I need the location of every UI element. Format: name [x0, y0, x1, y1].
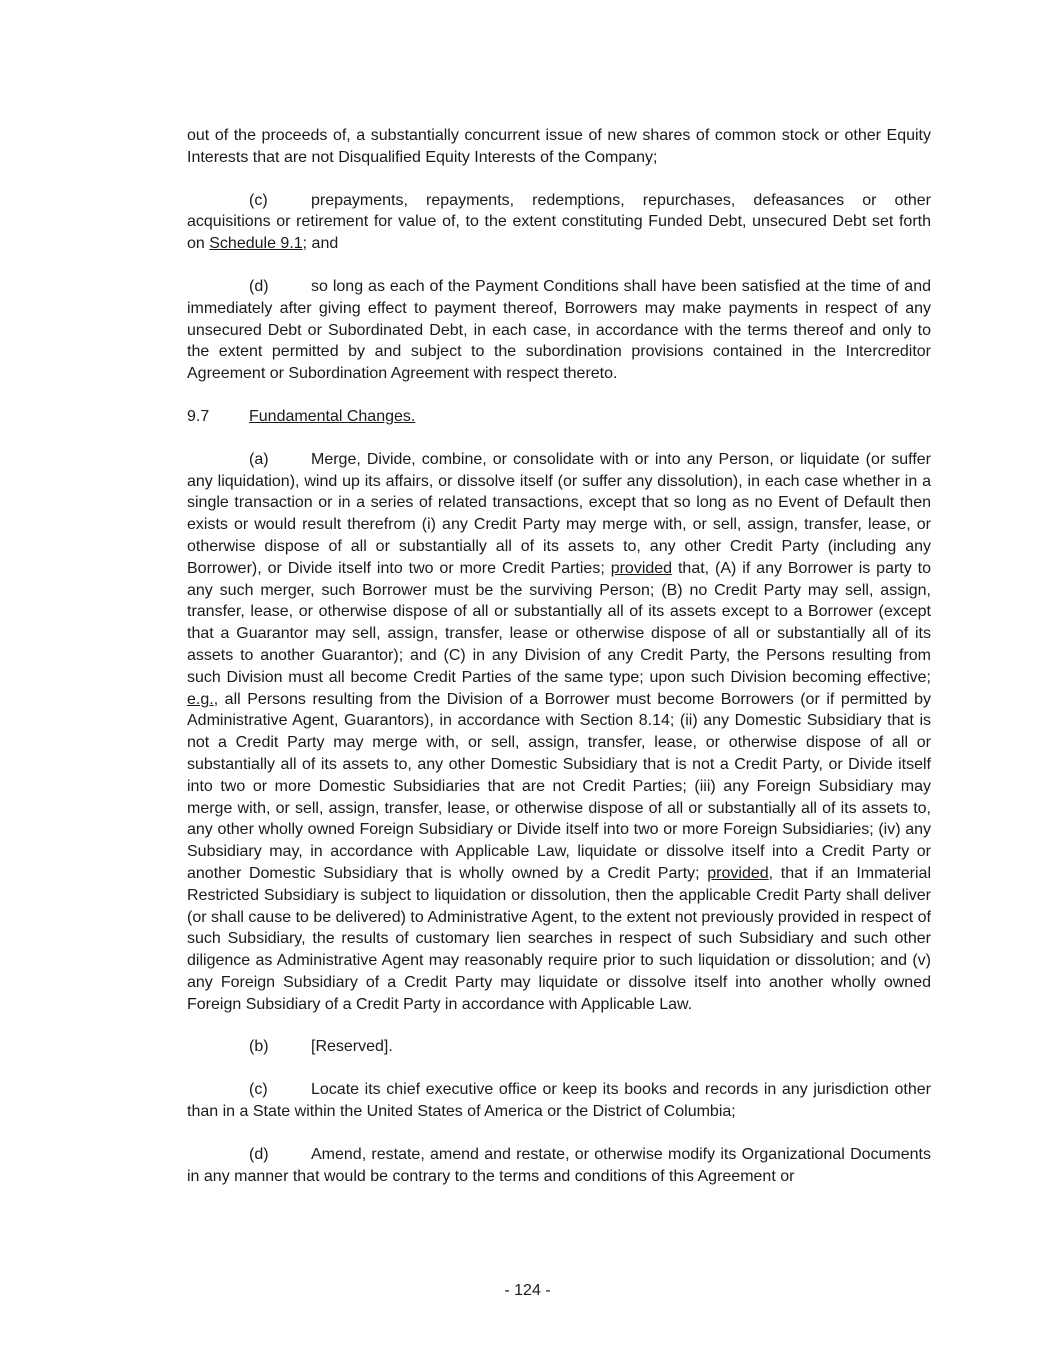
section-heading — [187, 406, 931, 428]
clause-d-amend — [187, 1144, 931, 1188]
clause-text: so long as each of the Payment Conditions shall have been satisfied at the time of and immediately after giving effect to payment thereof, Borrowers may make payments in respect of any unsecured Debt or Subordinated Debt, in each case, in accordance with the terms thereof and only to the extent permitted by and subject to the subordination provisions contained in the Intercreditor Agreement or Subordination Agreement with respect thereto. — [187, 277, 931, 383]
paragraph-continuation: out of the proceeds of, a substantially concurrent issue of new shares of common stock or other Equity Interests that are not Disqualified Equity Interests of the Company; — [187, 127, 931, 166]
clause-a-merge — [187, 449, 931, 1016]
clause-c-location — [187, 1079, 931, 1123]
section-title: Fundamental Changes. — [249, 407, 416, 425]
provided-term: provided — [610, 559, 673, 577]
clause-label: (d) — [249, 277, 269, 295]
clause-label: (c) — [249, 1081, 268, 1099]
clause-text-2: that, (A) if any Borrower is party to any such merger, such Borrower must be the surviving Person; (B) no Credit Party may sell, assign, transfer, lease, or otherwise dispose of all or substantially all of its assets except to a Borrower (except that a Guarantor may sell, assign, transfer, lease or otherwise dispose of all or substantially all of its assets to another Guarantor); and (C) in any Division of any Credit Party, the Persons resulting from such Division must all become Credit Parties of the same type; upon such Division becoming effective; — [187, 559, 931, 686]
clause-text: prepayments, repayments, redemptions, repurchases, defeasances or other acquisitions or retirement for value of, to the extent constituting Funded Debt, unsecured Debt set forth on — [187, 191, 931, 253]
clause-text: [Reserved]. — [311, 1038, 393, 1056]
clause-text-4: , that if an Immaterial Restricted Subsidiary is subject to liquidation or dissolution, then the applicable Credit Party shall deliver (or shall cause to be delivered) to Administrative Agent, to the extent not previously provided in respect of such Subsidiary, the results of customary lien searches in respect of such Subsidiary and such other diligence as Administrative Agent may reasonably require prior to such liquidation or dissolution; and (v) any Foreign Subsidiary of a Credit Party may liquidate or dissolve itself into another wholly owned Foreign Subsidiary of a Credit Party in accordance with Applicable Law. — [187, 864, 931, 1013]
clause-d-payments — [187, 276, 931, 385]
clause-label: (a) — [249, 450, 269, 468]
page-number: - 124 - — [504, 1282, 551, 1299]
clause-label: (c) — [249, 191, 268, 209]
section-number: 9.7 — [187, 407, 210, 425]
clause-b-reserved — [187, 1036, 931, 1058]
clause-c-prepayments — [187, 190, 931, 255]
clause-text: Locate its chief executive office or keep its books and records in any jurisdiction other than in a State within the United States of America or the District of Columbia; — [187, 1081, 931, 1121]
clause-text-1: Merge, Divide, combine, or consolidate with or into any Person, or liquidate (or suffer any liquidation), wind up its affairs, or dissolve itself (or suffer any dissolution), in each case whether in a single transaction or in a series of related transactions, except that so long as no Event of Default then exists or would result therefrom (i) any Credit Party may merge with, or sell, assign, transfer, lease, or otherwise dispose of all or substantially all of its assets to, any other Credit Party (including any Borrower), or Divide itself into two or more Credit Parties; — [187, 450, 931, 577]
schedule-reference: Schedule 9.1 — [209, 235, 303, 253]
clause-label: (b) — [249, 1038, 269, 1056]
document-page — [187, 125, 931, 1208]
eg-term: e.g. — [187, 690, 214, 708]
clause-text-end: ; and — [302, 235, 339, 253]
clause-text-3: , all Persons resulting from the Division of a Borrower must become Borrowers (or if permitted by Administrative Agent, Guarantors), in accordance with Section 8.14; (ii) any Domestic Subsidiary that is not a Credit Party may merge with, or sell, assign, transfer, lease, or otherwise dispose of all or substantially all of its assets to, any other Domestic Subsidiary that is not a Credit Party, or Divide itself into two or more Domestic Subsidiaries that are not Credit Parties; (iii) any Foreign Subsidiary may merge with, or sell, assign, transfer, lease, or otherwise dispose of all or substantially all of its assets to, any other wholly owned Foreign Subsidiary or Divide itself into two or more Foreign Subsidiaries; (iv) any Subsidiary may, in accordance with Applicable Law, liquidate or dissolve itself into a Credit Party or another Domestic Subsidiary that is wholly owned by a Credit Party; — [187, 690, 931, 882]
clause-text: Amend, restate, amend and restate, or otherwise modify its Organizational Documents in any manner that would be contrary to the terms and conditions of this Agreement or — [187, 1145, 931, 1185]
clause-label: (d) — [249, 1145, 269, 1163]
provided-term-2: provided — [707, 864, 769, 882]
